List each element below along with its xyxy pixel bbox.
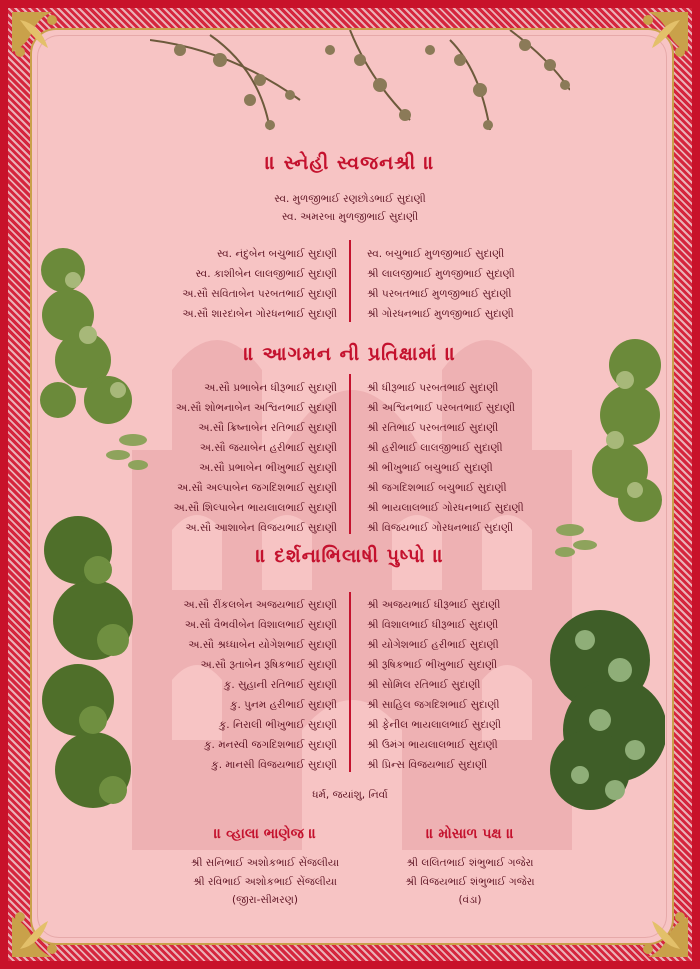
list-item: અ.સૌ શિલ્પાબેન ભાયલાલભાઈ સુદાણી	[173, 502, 337, 514]
list-item: અ.સૌ પ્રભાબેન ધીરૂભાઈ સુદાણી	[204, 382, 337, 394]
list-item: શ્રી યોગેશભાઈ હરીભાઈ સુદાણી	[367, 639, 499, 651]
list-item: અ.સૌ શારદાબેન ગોરધનભાઈ સુદાણી	[182, 308, 337, 320]
list-item: શ્રી જગદિશભાઈ બચુભાઈ સુદાણી	[367, 482, 507, 494]
list-item: અ.સૌ રૂતાબેન રૂષિકભાઈ સુદાણી	[200, 659, 337, 671]
mosal-name-1: શ્રી લલિતભાઈ શંભુભાઈ ગજેરા	[406, 857, 534, 869]
list-item: કુ. મનસ્વી જગદિશભાઈ સુદાણી	[204, 739, 337, 751]
list-item: કુ. પુનમ હરીભાઈ સુદાણી	[230, 699, 337, 711]
elder-name-1: સ્વ. મુળજીભાઈ રણછોડભાઈ સુદાણી	[274, 193, 426, 205]
bhanej-name-2: શ્રી રવિભાઈ અશોકભાઈ સેંજલીયા	[193, 876, 337, 888]
list-item: શ્રી વિજયભાઈ ગોરધનભાઈ સુદાણી	[367, 522, 514, 534]
corner-ornament-top-right	[622, 6, 694, 78]
list-item: શ્રી પરબતભાઈ મુળજીભાઈ સુદાણી	[367, 288, 512, 300]
list-item: શ્રી હરીભાઈ લાલજીભાઈ સુદાણી	[367, 442, 503, 454]
list-item: અ.સૌ રીંકલબેન અજયભાઈ સુદાણી	[183, 599, 337, 611]
list-item: સ્વ. કાશીબેન લાલજીભાઈ સુદાણી	[195, 268, 337, 280]
list-item: શ્રી રતિભાઈ પરબતભાઈ સુદાણી	[367, 422, 499, 434]
list-item: શ્રી ગોરધનભાઈ મુળજીભાઈ સુદાણી	[367, 308, 514, 320]
section2-divider	[349, 374, 351, 534]
section-heading-bhanej: ॥ વ્હાલા ભાણેજ ॥	[213, 826, 317, 842]
section1-divider	[349, 240, 351, 322]
list-item: શ્રી સાહિલ જગદિશભાઈ સુદાણી	[367, 699, 500, 711]
section-heading-aagaman: ॥ આગમન ની પ્રતિક્ષામાં ॥	[243, 343, 457, 365]
bhanej-place: (જીરા-સીમરણ)	[232, 894, 298, 906]
list-item: સ્વ. બચુભાઈ મુળજીભાઈ સુદાણી	[367, 248, 505, 260]
children-names: ધર્મ, જયાંશુ, નિર્વા	[312, 789, 388, 801]
elder-name-2: સ્વ. અમરબા મુળજીભાઈ સુદાણી	[281, 211, 419, 223]
list-item: અ.સૌ ક્રિષ્નાબેન રતિભાઈ સુદાણી	[198, 422, 337, 434]
list-item: શ્રી લાલજીભાઈ મુળજીભાઈ સુદાણી	[367, 268, 515, 280]
list-item: અ.સૌ શોભનાબેન અશ્વિનભાઈ સુદાણી	[175, 402, 337, 414]
list-item: શ્રી રૂષિકભાઈ ભીખુભાઈ સુદાણી	[367, 659, 498, 671]
list-item: અ.સૌ આશાબેન વિજયભાઈ સુદાણી	[185, 522, 337, 534]
section-heading-snehi-swajan: ॥ સ્નેહી સ્વજનશ્રી ॥	[265, 152, 435, 174]
corner-ornament-top-left	[6, 6, 78, 78]
list-item: અ.સૌ પ્રભાબેન ભીખુભાઈ સુદાણી	[199, 462, 337, 474]
list-item: શ્રી સોમિલ રતિભાઈ સુદાણી	[367, 679, 481, 691]
list-item: શ્રી ફેનીલ ભાયલાલભાઈ સુદાણી	[367, 719, 502, 731]
list-item: સ્વ. નંદુબેન બચુભાઈ સુદાણી	[216, 248, 337, 260]
mosal-place: (વંડા)	[458, 894, 482, 906]
list-item: અ.સૌ વૈભવીબેન વિશાલભાઈ સુદાણી	[184, 619, 337, 631]
hanging-branches-illustration	[150, 30, 570, 140]
list-item: અ.સૌ શ્રધ્ધાબેન યોગેશભાઈ સુદાણી	[188, 639, 337, 651]
list-item: શ્રી ભીખુભાઈ બચુભાઈ સુદાણી	[367, 462, 493, 474]
bhanej-name-1: શ્રી સનિભાઈ અશોકભાઈ સેંજલીયા	[190, 857, 340, 869]
list-item: અ.સૌ અલ્પાબેન જગદિશભાઈ સુદાણી	[177, 482, 337, 494]
list-item: શ્રી ઉમંગ ભાયલાલભાઈ સુદાણી	[367, 739, 498, 751]
section-heading-mosal: ॥ મોસાળ પક્ષ ॥	[426, 826, 514, 842]
corner-ornament-bottom-right	[622, 891, 694, 963]
list-item: અ.સૌ જયાબેન હરીભાઈ સુદાણી	[199, 442, 337, 454]
list-item: શ્રી વિશાલભાઈ ધીરૂભાઈ સુદાણી	[367, 619, 499, 631]
list-item: કુ. નિરાલી ભીખુભાઈ સુદાણી	[218, 719, 337, 731]
corner-ornament-bottom-left	[6, 891, 78, 963]
list-item: શ્રી અશ્વિનભાઈ પરબતભાઈ સુદાણી	[367, 402, 515, 414]
list-item: કુ. સુહાની રતિભાઈ સુદાણી	[223, 679, 337, 691]
list-item: શ્રી અજયભાઈ ધીરૂભાઈ સુદાણી	[367, 599, 501, 611]
list-item: અ.સૌ સવિતાબેન પરબતભાઈ સુદાણી	[182, 288, 337, 300]
list-item: શ્રી ભાયલાલભાઈ ગોરધનભાઈ સુદાણી	[367, 502, 524, 514]
list-item: શ્રી ધીરૂભાઈ પરબતભાઈ સુદાણી	[367, 382, 499, 394]
list-item: કુ. માનસી વિજયભાઈ સુદાણી	[211, 759, 337, 771]
section3-divider	[349, 592, 351, 772]
section-heading-darshanabhilashi: ॥ દર્શનાભિલાષી પુષ્પો ॥	[255, 545, 445, 567]
mosal-name-2: શ્રી વિજયભાઈ શંભુભાઈ ગજેરા	[405, 876, 535, 888]
palace-illustration	[112, 290, 592, 850]
list-item: શ્રી પ્રિન્સ વિજયભાઈ સુદાણી	[367, 759, 488, 771]
